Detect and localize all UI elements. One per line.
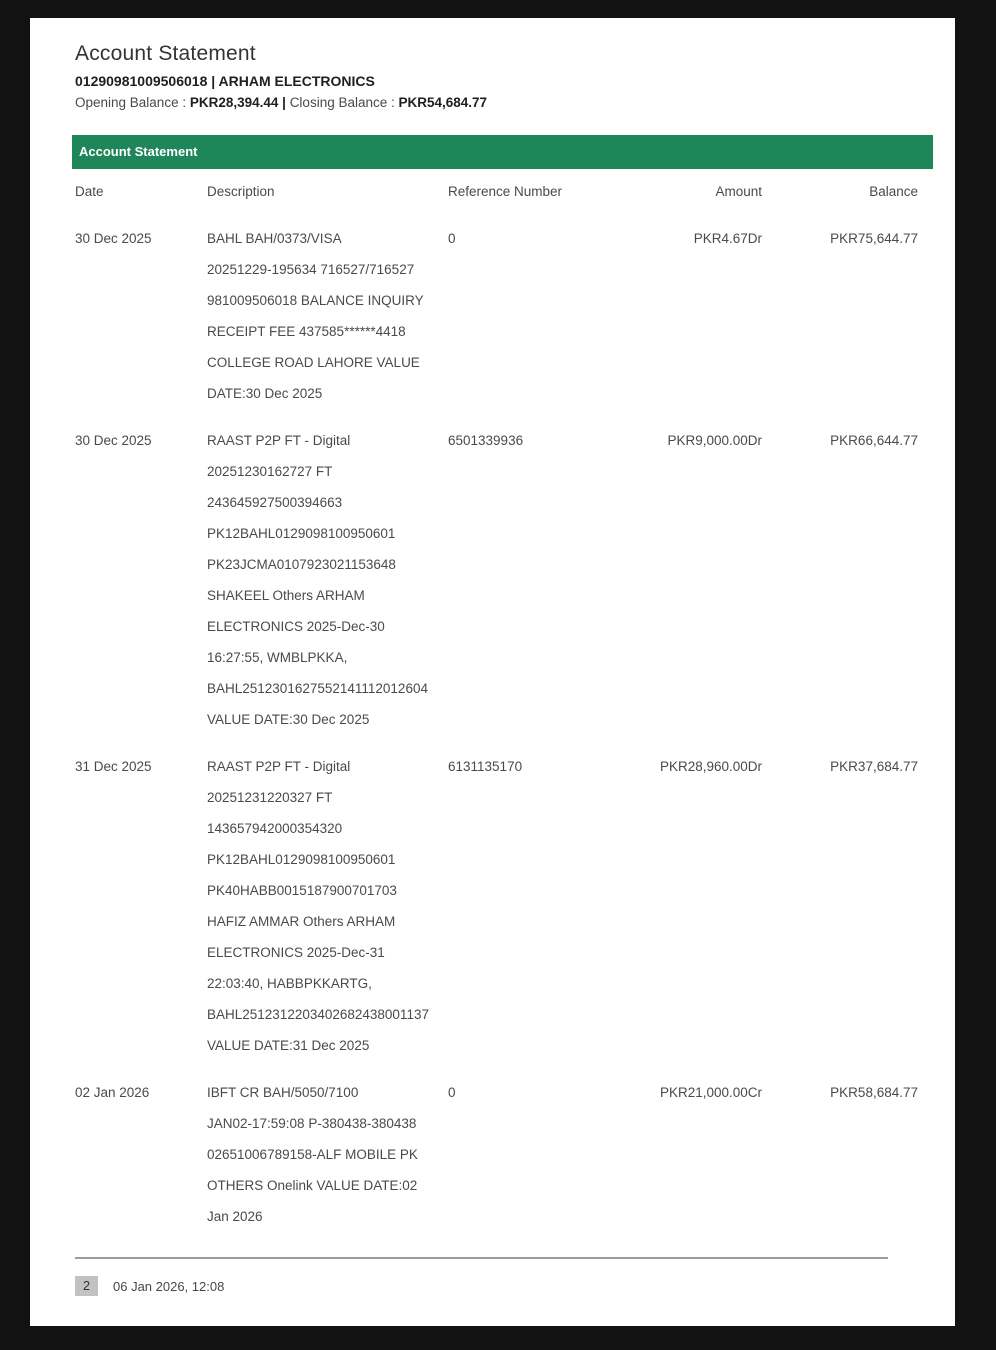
description-line: 243645927500394663 (207, 495, 343, 510)
row-balance: PKR37,684.77 (830, 759, 918, 774)
row-reference: 6131135170 (448, 759, 523, 774)
closing-balance-value: PKR54,684.77 (398, 95, 488, 110)
row-description (207, 751, 448, 1061)
description-line: 16:27:55, WMBLPKKA, (207, 650, 348, 665)
description-line: PK40HABB0015187900701703 (207, 883, 397, 898)
description-line: ELECTRONICS 2025-Dec-30 (207, 619, 385, 634)
column-header-description: Description (207, 184, 275, 199)
description-line: PK12BAHL0129098100950601 (207, 526, 396, 541)
description-line: Jan 2026 (207, 1209, 263, 1224)
page-number-badge: 2 (75, 1276, 98, 1296)
description-line: HAFIZ AMMAR Others ARHAM (207, 914, 396, 929)
statement-page (30, 18, 955, 1326)
footer-divider (75, 1257, 888, 1259)
row-amount: PKR4.67Dr (693, 231, 762, 246)
description-line: RAAST P2P FT - Digital (207, 759, 351, 774)
description-line: COLLEGE ROAD LAHORE VALUE (207, 355, 420, 370)
row-description (207, 1077, 448, 1232)
opening-balance-value: PKR28,394.44 (189, 95, 279, 110)
row-balance: PKR75,644.77 (830, 231, 918, 246)
row-reference: 0 (448, 1085, 456, 1100)
description-line: SHAKEEL Others ARHAM (207, 588, 365, 603)
row-description (207, 223, 448, 409)
description-line: JAN02-17:59:08 P-380438-380438 (207, 1116, 417, 1131)
description-line: RAAST P2P FT - Digital (207, 433, 351, 448)
row-reference: 6501339936 (448, 433, 524, 448)
table-header-row (75, 176, 918, 207)
description-line: DATE:30 Dec 2025 (207, 386, 323, 401)
table-row (75, 223, 918, 409)
description-line: OTHERS Onelink VALUE DATE:02 (207, 1178, 418, 1193)
row-date: 02 Jan 2026 (75, 1085, 150, 1100)
table-body (75, 223, 918, 1232)
footer-timestamp: 06 Jan 2026, 12:08 (113, 1278, 225, 1294)
balance-summary (75, 95, 918, 111)
opening-balance-label: Opening Balance : (75, 95, 190, 110)
row-amount: PKR9,000.00Dr (667, 433, 762, 448)
description-line: BAHL2512312203402682438001137 (207, 1007, 429, 1022)
description-line: PK23JCMA0107923021153648 (207, 557, 396, 572)
row-description (207, 425, 448, 735)
row-amount: PKR21,000.00Cr (659, 1085, 762, 1100)
account-identifier: 01290981009506018 | ARHAM ELECTRONICS (75, 73, 375, 89)
description-line: 143657942000354320 (207, 821, 343, 836)
table-row (75, 751, 918, 1061)
section-header-bar (72, 135, 933, 169)
column-header-balance: Balance (869, 184, 918, 199)
page-footer (75, 1276, 918, 1296)
description-line: 20251229-195634 716527/716527 (207, 262, 415, 277)
row-reference: 0 (448, 231, 456, 246)
description-line: 22:03:40, HABBPKKARTG, (207, 976, 372, 991)
description-line: 981009506018 BALANCE INQUIRY (207, 293, 424, 308)
description-line: RECEIPT FEE 437585******4418 (207, 324, 406, 339)
description-line: PK12BAHL0129098100950601 (207, 852, 396, 867)
column-header-amount: Amount (715, 184, 762, 199)
row-date: 31 Dec 2025 (75, 759, 152, 774)
row-amount: PKR28,960.00Dr (659, 759, 762, 774)
description-line: 02651006789158-ALF MOBILE PK (207, 1147, 418, 1162)
description-line: IBFT CR BAH/5050/7100 (207, 1085, 359, 1100)
description-line: VALUE DATE:30 Dec 2025 (207, 712, 370, 727)
row-date: 30 Dec 2025 (75, 433, 152, 448)
row-balance: PKR58,684.77 (830, 1085, 918, 1100)
column-header-reference-number: Reference Number (448, 184, 563, 199)
closing-balance-label: Closing Balance : (289, 95, 399, 110)
table-row (75, 425, 918, 735)
page-title: Account Statement (75, 42, 256, 65)
description-line: ELECTRONICS 2025-Dec-31 (207, 945, 385, 960)
table-row (75, 1077, 918, 1232)
row-date: 30 Dec 2025 (75, 231, 152, 246)
summary-separator: | (278, 95, 290, 110)
row-balance: PKR66,644.77 (830, 433, 918, 448)
section-header-title: Account Statement (79, 144, 198, 159)
description-line: 20251230162727 FT (207, 464, 333, 479)
column-header-date: Date (75, 184, 104, 199)
description-line: BAHL2512301627552141112012604 (207, 681, 428, 696)
description-line: BAHL BAH/0373/VISA (207, 231, 342, 246)
description-line: VALUE DATE:31 Dec 2025 (207, 1038, 370, 1053)
description-line: 20251231220327 FT (207, 790, 333, 805)
